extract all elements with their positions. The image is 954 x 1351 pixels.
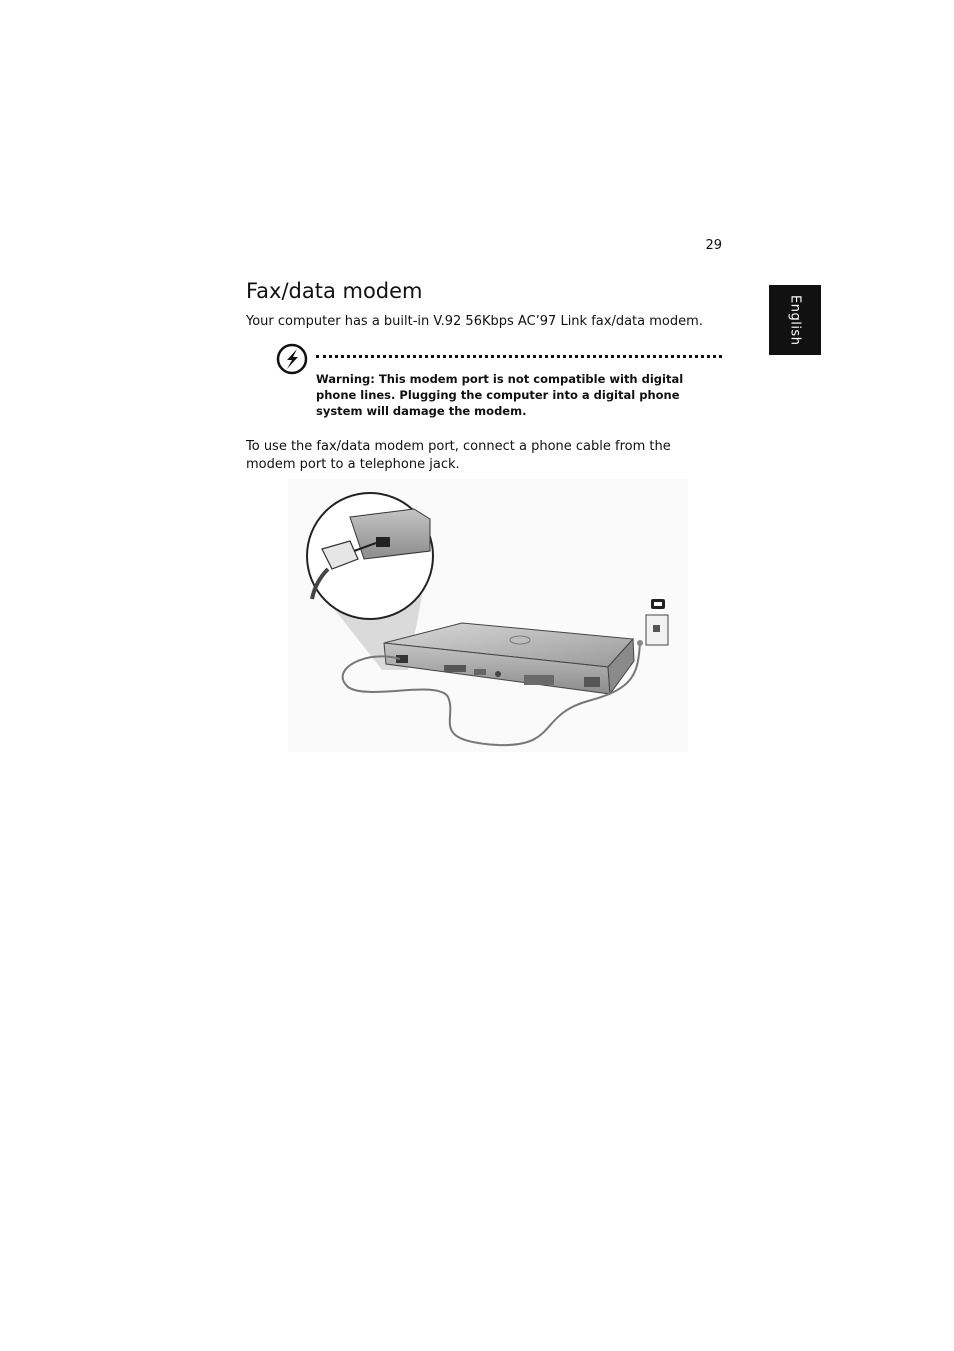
intro-paragraph: Your computer has a built-in V.92 56Kbps AC’97 Link fax/data modem. (246, 314, 703, 329)
language-tab-label: English (787, 294, 803, 346)
modem-connection-illustration (288, 479, 688, 752)
instruction-paragraph: To use the fax/data modem port, connect a phone cable from the modem port to a telephone jack. (246, 439, 671, 472)
language-tab (769, 285, 821, 355)
zoom-detail-circle (307, 493, 433, 619)
section-title: Fax/data modem (246, 279, 423, 303)
warning-divider (316, 355, 722, 358)
telephone-icon (651, 599, 665, 609)
page-number: 29 (705, 238, 722, 253)
warning-lightning-icon (276, 343, 308, 375)
warning-text: Warning: This modem port is not compatible with digital phone lines. Plugging the computer into a digital phone system will damage the modem. (316, 372, 684, 418)
